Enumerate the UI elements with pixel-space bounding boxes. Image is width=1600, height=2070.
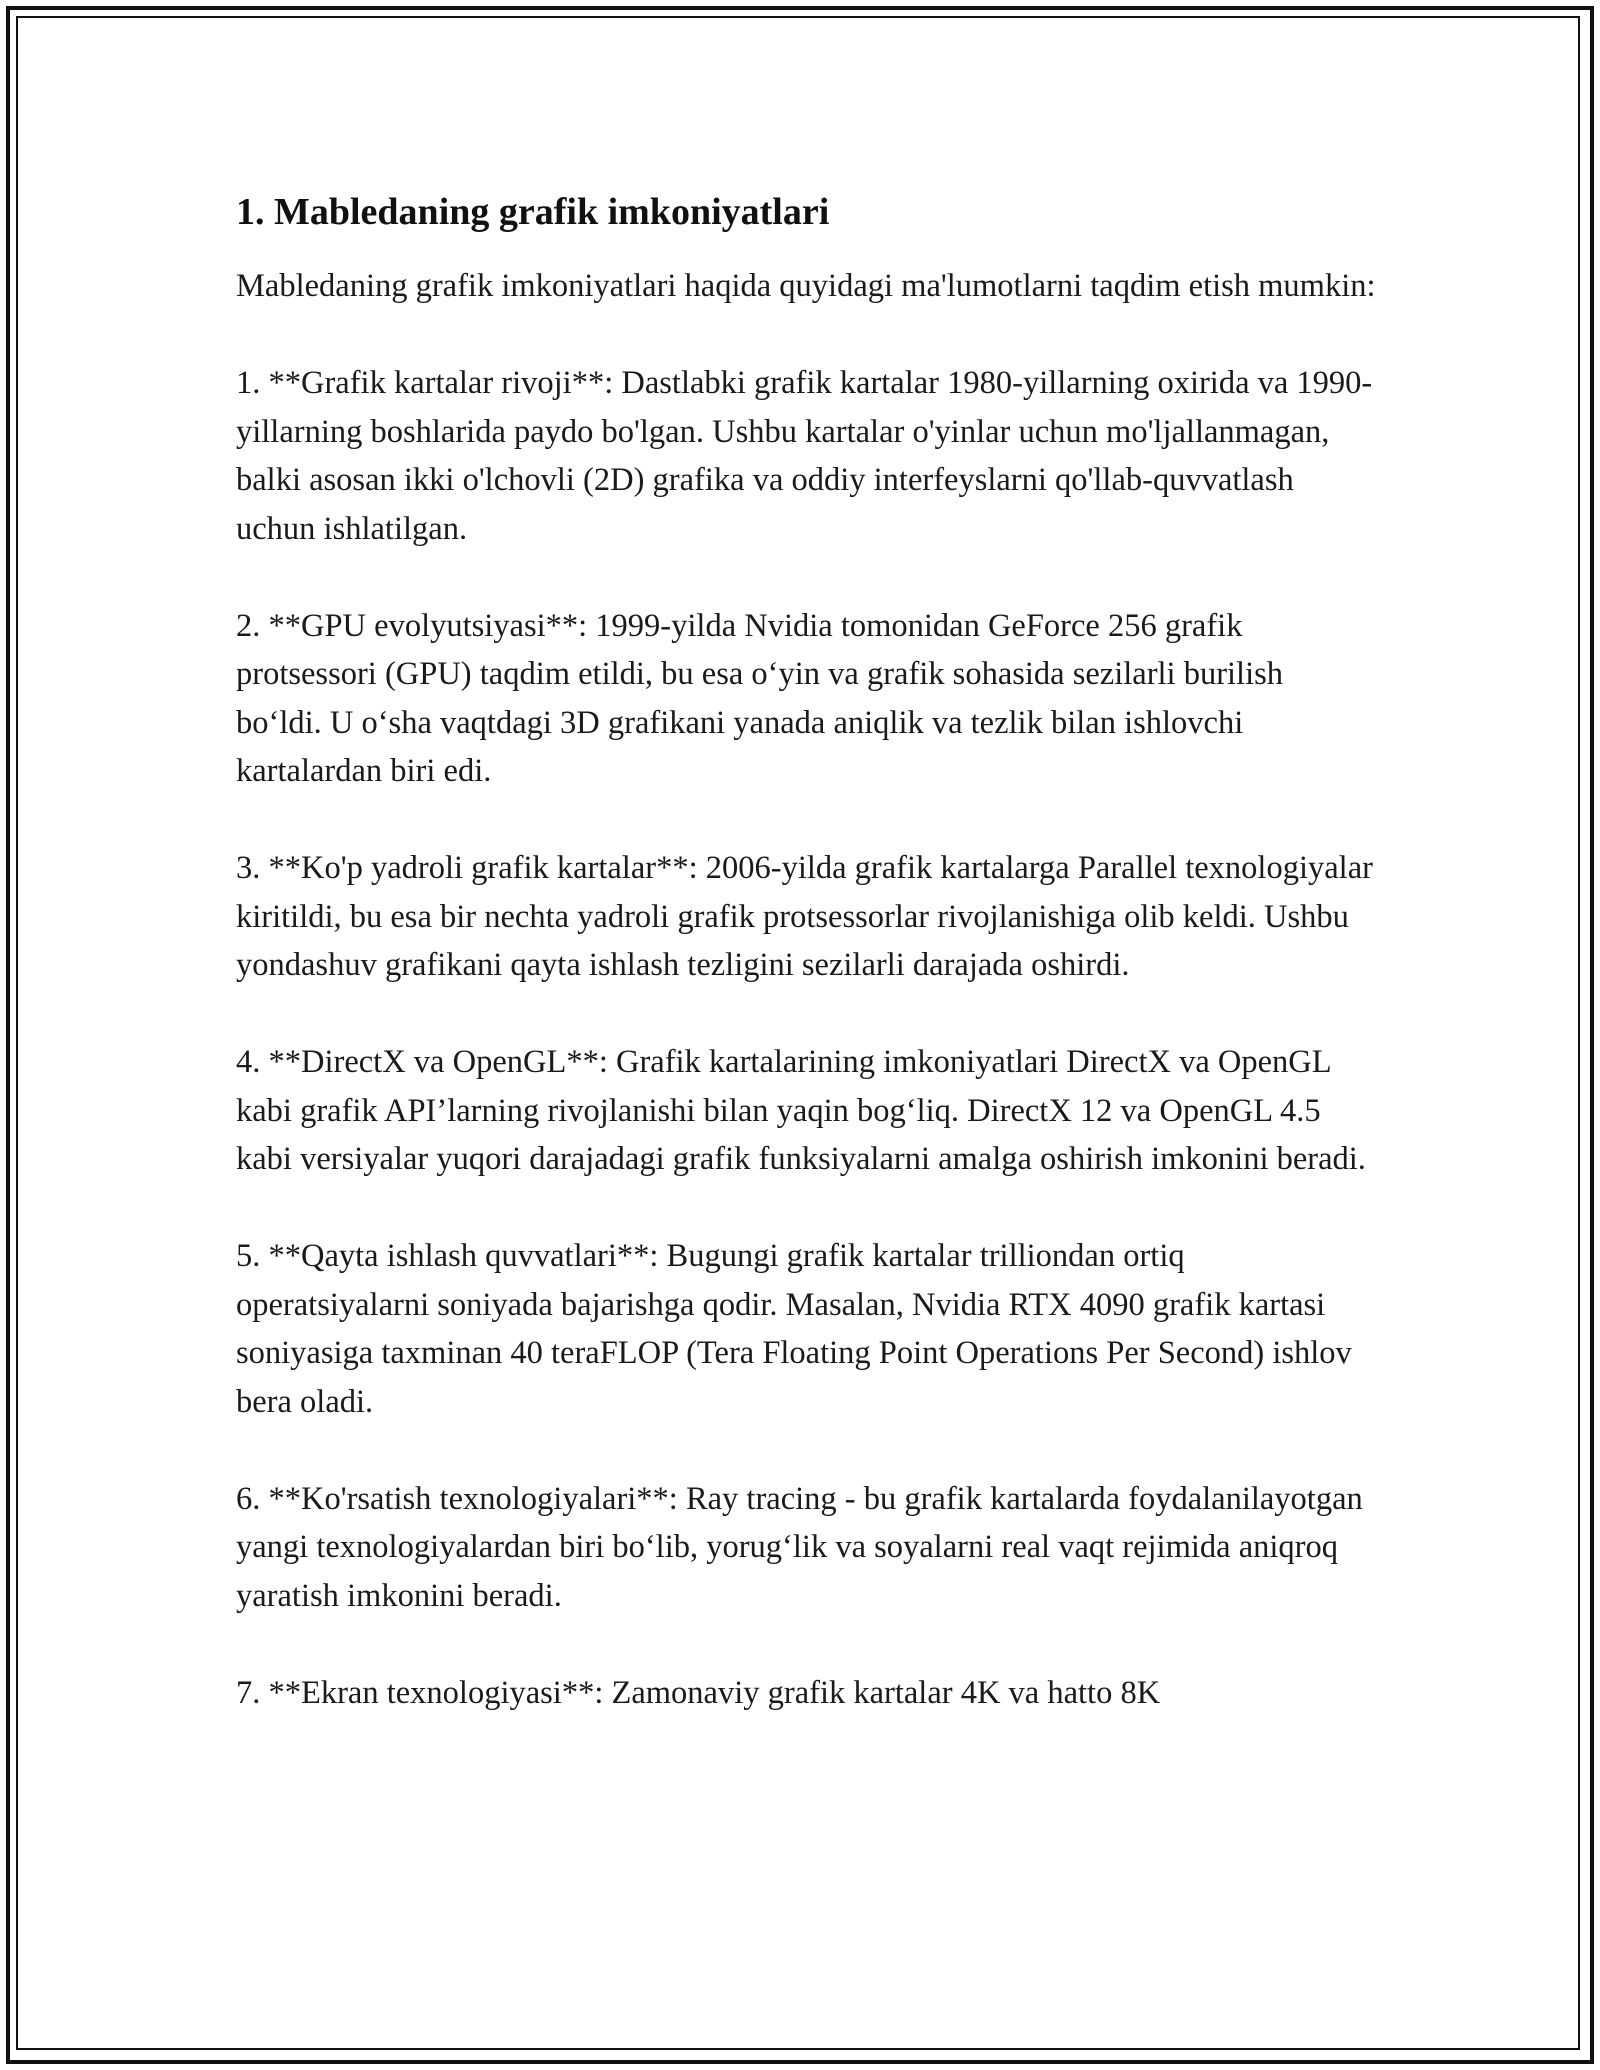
list-item: 4. **DirectX va OpenGL**: Grafik kartalarining imkoniyatlari DirectX va OpenGL kabi grafik API’larning rivojlanishi bilan yaqin bog‘liq. DirectX 12 va OpenGL 4.5 kabi versiyalar yuqori darajadagi grafik funksiyalarni amalga oshirish imkonini beradi. [236, 1044, 1366, 1177]
list-item: 6. **Ko'rsatish texnologiyalari**: Ray tracing - bu grafik kartalarda foydalanilayotgan yangi texnologiyalardan biri bo‘lib, yorug‘lik va soyalarni real vaqt rejimida aniqroq yaratish imkonini beradi. [236, 1480, 1363, 1614]
list-item: 5. **Qayta ishlash quvvatlari**: Bugungi grafik kartalar trilliondan ortiq operatsiyalarni soniyada bajarishga qodir. Masalan, Nvidia RTX 4090 grafik kartasi soniyasiga taxminan 40 teraFLOP (Tera Floating Point Operations Per Second) ishlov bera oladi. [236, 1238, 1352, 1420]
document-body [236, 188, 1376, 1766]
intro-paragraph: Mabledaning grafik imkoniyatlari haqida quyidagi ma'lumotlarni taqdim etish mumkin: [236, 268, 1376, 304]
list-item: 3. **Ko'p yadroli grafik kartalar**: 2006-yilda grafik kartalarga Parallel texnologiyalar kiritildi, bu esa bir nechta yadroli grafik protsessorlar rivojlanishiga olib keldi. Ushbu yondashuv grafikani qayta ishlash tezligini sezilarli darajada oshirdi. [236, 850, 1373, 983]
list-item: 7. **Ekran texnologiyasi**: Zamonaviy grafik kartalar 4K va hatto 8K [236, 1674, 1161, 1711]
list-item: 1. **Grafik kartalar rivoji**: Dastlabki grafik kartalar 1980-yillarning oxirida va 1990-yillarning boshlarida paydo bo'lgan. Ushbu kartalar o'yinlar uchun mo'ljallanmagan, balki asosan ikki o'lchovli (2D) grafika va oddiy interfeyslarni qo'llab-quvvatlash uchun ishlatilgan. [236, 365, 1373, 547]
document-title: 1. Mabledaning grafik imkoniyatlari [236, 191, 830, 233]
list-item: 2. **GPU evolyutsiyasi**: 1999-yilda Nvidia tomonidan GeForce 256 grafik protsessori (GPU) taqdim etildi, bu esa o‘yin va grafik sohasida sezilarli burilish bo‘ldi. U o‘sha vaqtdagi 3D grafikani yanada aniqlik va tezlik bilan ishlovchi kartalardan biri edi. [236, 607, 1284, 789]
